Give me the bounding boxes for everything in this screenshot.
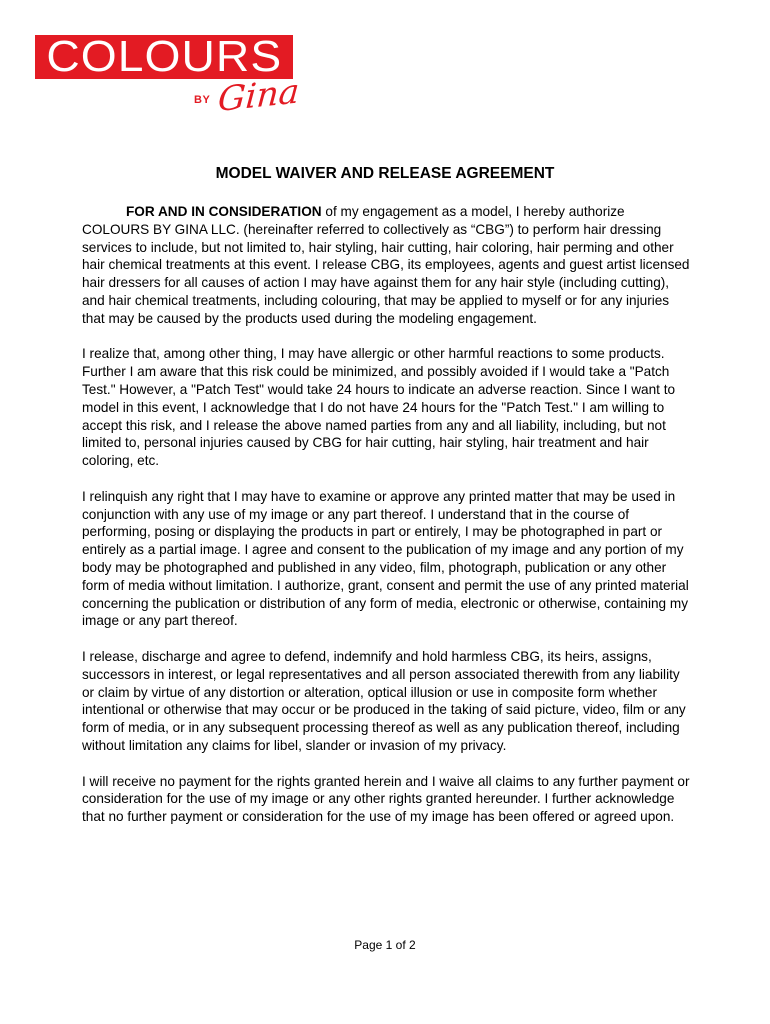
- paragraph-consideration: [82, 203, 692, 328]
- logo-by-text: BY: [194, 94, 211, 106]
- document-body: [82, 203, 692, 844]
- logo-wordmark-box: [35, 32, 293, 81]
- page-number: Page 1 of 2: [354, 938, 416, 952]
- paragraph-lead-bold: FOR AND IN CONSIDERATION: [126, 204, 322, 219]
- document-title: MODEL WAIVER AND RELEASE AGREEMENT: [215, 165, 555, 182]
- paragraph-patch-test: I realize that, among other thing, I may have allergic or other harmful reactions to some products. Further I am aware that this risk could be minimized, and possibly avoided if I would take a "Patch Test." However, a "Patch Test" would take 24 hours to indicate an adverse reaction. Since I want to model in this event, I acknowledge that I do not have 24 hours for the "Patch Test." I am willing to accept this risk, and I release the above named parties from any and all liability, including, but not limited to, personal injuries caused by CBG for hair cutting, hair styling, hair treatment and hair coloring, etc.: [82, 346, 676, 469]
- paragraph-payment: I will receive no payment for the rights granted herein and I waive all claims to any further payment or consideration for the use of my image or any other rights granted hereunder. I further acknowledge that no further payment or consideration for the use of my image has been offered or agreed upon.: [82, 773, 690, 825]
- paragraph-indemnify: I release, discharge and agree to defend, indemnify and hold harmless CBG, its heirs, assigns, successors in interest, or legal representatives and all person associated therewith from any liability or claim by virtue of any distortion or alteration, optical illusion or use in composite form whether intentional or otherwise that may occur or be produced in the taking of said picture, video, film or any form of media, or in any subsequent processing thereof as well as any publication thereof, including without limitation any claims for libel, slander or invasion of my privacy.: [82, 648, 686, 753]
- paragraph-consideration-text: of my engagement as a model, I hereby authorize COLOURS BY GINA LLC. (hereinafter referred to collectively as “CBG”) to perform hair dressing services to include, but not limited to, hair styling, hair cutting, hair coloring, hair perming and other hair chemical treatments at this event. I release CBG, its employees, agents and guest artist licensed hair dressers for all causes of action I may have against them for any hair style (including cutting), and hair chemical treatments, including colouring, that may be applied to myself or for any injuries that may be caused by the products used during the modeling engagement.: [82, 204, 690, 326]
- paragraph-image-rights: I relinquish any right that I may have to examine or approve any printed matter that may be used in conjunction with any use of my image or any part thereof. I understand that in the course of performing, posing or displaying the products in part or entirely, I may be photographed in part or entirely as a partial image. I agree and consent to the publication of my image and any portion of my body may be photographed and published in any video, film, photograph, publication or any other form of media without limitation. I authorize, grant, consent and permit the use of any printed material concerning the publication or distribution of any form of media, electronic or otherwise, containing my image or any part thereof.: [82, 488, 689, 629]
- logo-wordmark: COLOURS: [46, 32, 282, 81]
- logo-script-name: Gina: [216, 71, 301, 120]
